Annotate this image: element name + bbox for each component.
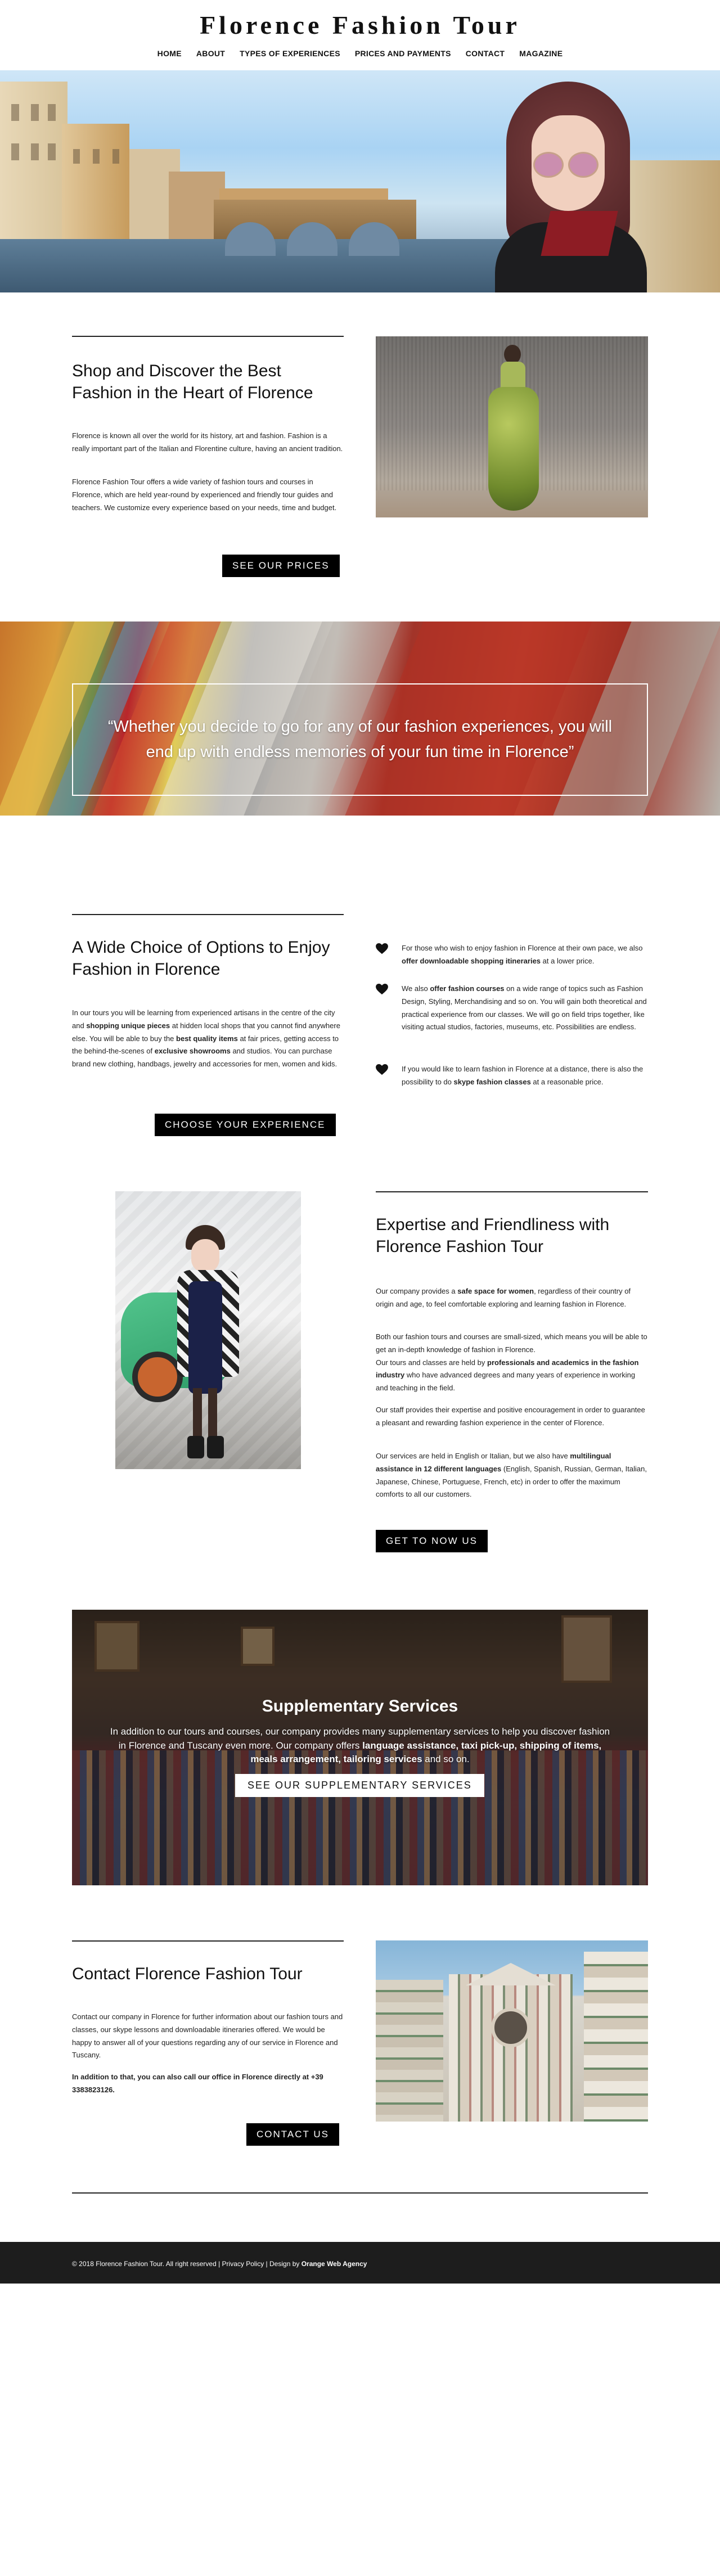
see-our-supplementary-services-button[interactable]: SEE OUR SUPPLEMENTARY SERVICES bbox=[235, 1774, 484, 1797]
nav-about[interactable]: ABOUT bbox=[196, 49, 226, 58]
expertise-paragraph-2: Both our fashion tours and courses are small-sized, which means you will be able to get an in-depth knowledge of fashion in Florence. Our tours and classes are held by professionals and academics in the fashion industry who have advanced degrees and many years of experience in working and teaching in the field. bbox=[376, 1332, 647, 1392]
expertise-title: Expertise and Friendliness with Florence Fashion Tour bbox=[376, 1215, 610, 1256]
duomo-photo bbox=[376, 1940, 648, 2122]
contact-paragraph-2: In addition to that, you can also call our office in Florence directly at +39 3383823126. bbox=[72, 2073, 323, 2094]
quote-banner bbox=[0, 622, 720, 816]
bullet-text: We also offer fashion courses on a wide range of topics such as Fashion Design, Styling, Merchandising and so on. You will gain both theoretical and practical experience from our classes. We will go on field trips together, like visiting actual studios, factories, museums, etc. Possibilities are endless. bbox=[402, 984, 647, 1032]
contact-title: Contact Florence Fashion Tour bbox=[72, 1965, 303, 1983]
nav-magazine[interactable]: MAGAZINE bbox=[519, 49, 563, 58]
heart-icon bbox=[376, 984, 388, 995]
footer-text: © 2018 Florence Fashion Tour. All right reserved | Privacy Policy | Design by bbox=[72, 2260, 302, 2268]
options-paragraph: In our tours you will be learning from experienced artisans in the centre of the city and shopping unique pieces at hidden local shops that you cannot find anywhere else. You will be able to buy the best quality items at fair prices, getting access to the behind-the-scenes of exclusive showrooms and studios. You can purchase brand new clothing, handbags, jewelry and accessories for men, women and kids. bbox=[72, 1008, 340, 1068]
expertise-paragraph-3: Our staff provides their expertise and positive encouragement in order to guarantee a pleasant and rewarding fashion experience in the center of Florence. bbox=[376, 1406, 645, 1427]
site-header bbox=[0, 0, 720, 70]
nav-types-of-experiences[interactable]: TYPES OF EXPERIENCES bbox=[240, 49, 340, 58]
list-item bbox=[376, 942, 648, 968]
choose-your-experience-button[interactable]: CHOOSE YOUR EXPERIENCE bbox=[155, 1114, 336, 1136]
supplementary-services-banner bbox=[72, 1610, 648, 1885]
site-footer bbox=[0, 2242, 720, 2284]
heart-icon bbox=[376, 943, 388, 954]
hero-woman bbox=[484, 70, 652, 292]
expertise-paragraph-4: Our services are held in English or Italian, but we also have multilingual assistance in 12 different languages (English, Spanish, Russian, German, Italian, Japanese, Chinese, Portuguese, French, etc) in order to offer the maximum comforts to all our customers. bbox=[376, 1452, 647, 1499]
supplementary-title: Supplementary Services bbox=[262, 1697, 458, 1715]
bullet-text: For those who wish to enjoy fashion in Florence at their own pace, we also offer downloadable shopping itineraries at a lower price. bbox=[402, 944, 643, 965]
nav-contact[interactable]: CONTACT bbox=[465, 49, 505, 58]
divider-rule bbox=[72, 2192, 648, 2194]
get-to-know-us-button[interactable]: GET TO NOW US bbox=[376, 1530, 488, 1552]
divider-rule bbox=[72, 914, 344, 915]
list-item bbox=[376, 1063, 648, 1089]
contact-us-button[interactable]: CONTACT US bbox=[246, 2123, 339, 2146]
list-item bbox=[376, 983, 648, 1034]
expertise-paragraph-1: Our company provides a safe space for women, regardless of their country of origin and age, to feel comfortable exploring and learning fashion in Florence. bbox=[376, 1287, 631, 1308]
intro-title: Shop and Discover the Best Fashion in the Heart of Florence bbox=[72, 362, 313, 402]
dress-photo bbox=[376, 336, 648, 517]
nav-home[interactable]: HOME bbox=[157, 49, 182, 58]
divider-rule bbox=[376, 1191, 648, 1192]
intro-paragraph-1: Florence is known all over the world for its history, art and fashion. Fashion is a really important part of the Italian and Florentine culture, having an ancient tradition. bbox=[72, 431, 343, 453]
intro-paragraph-2: Florence Fashion Tour offers a wide variety of fashion tours and courses in Florence, which are held year-round by experienced and friendly tour guides and teachers. We customize every experience based on your needs, time and budget. bbox=[72, 478, 337, 512]
see-our-prices-button[interactable]: SEE OUR PRICES bbox=[222, 555, 340, 577]
nav-prices-and-payments[interactable]: PRICES AND PAYMENTS bbox=[354, 49, 451, 58]
agency-link[interactable]: Orange Web Agency bbox=[301, 2260, 367, 2268]
quote-box bbox=[72, 683, 648, 796]
contact-paragraph-1: Contact our company in Florence for further information about our fashion tours and classes, our skype lessons and downloadable itineraries offered. We would be happy to answer all of your questions regarding any of our service in Florence and Tuscany. bbox=[72, 2012, 343, 2060]
supplementary-text: In addition to our tours and courses, our company provides many supplementary services to help you discover fashion in Florence and Tuscany even more. Our company offers language assistance, taxi pick-up, shipping of items, meals arrangement, tailoring services and so on. bbox=[110, 1726, 610, 1765]
hero-image bbox=[0, 70, 720, 292]
divider-rule bbox=[72, 336, 344, 337]
site-title[interactable]: Florence Fashion Tour bbox=[200, 11, 520, 39]
main-nav bbox=[0, 49, 720, 58]
divider-rule bbox=[72, 1940, 344, 1942]
scooter-photo bbox=[115, 1191, 301, 1469]
quote-text: “Whether you decide to go for any of our fashion experiences, you will end up with endless memories of your fun time in Florence” bbox=[107, 718, 613, 761]
bullet-text: If you would like to learn fashion in Florence at a distance, there is also the possibility to do skype fashion classes at a reasonable price. bbox=[402, 1065, 644, 1086]
heart-icon bbox=[376, 1064, 388, 1075]
options-title: A Wide Choice of Options to Enjoy Fashion in Florence bbox=[72, 938, 330, 979]
